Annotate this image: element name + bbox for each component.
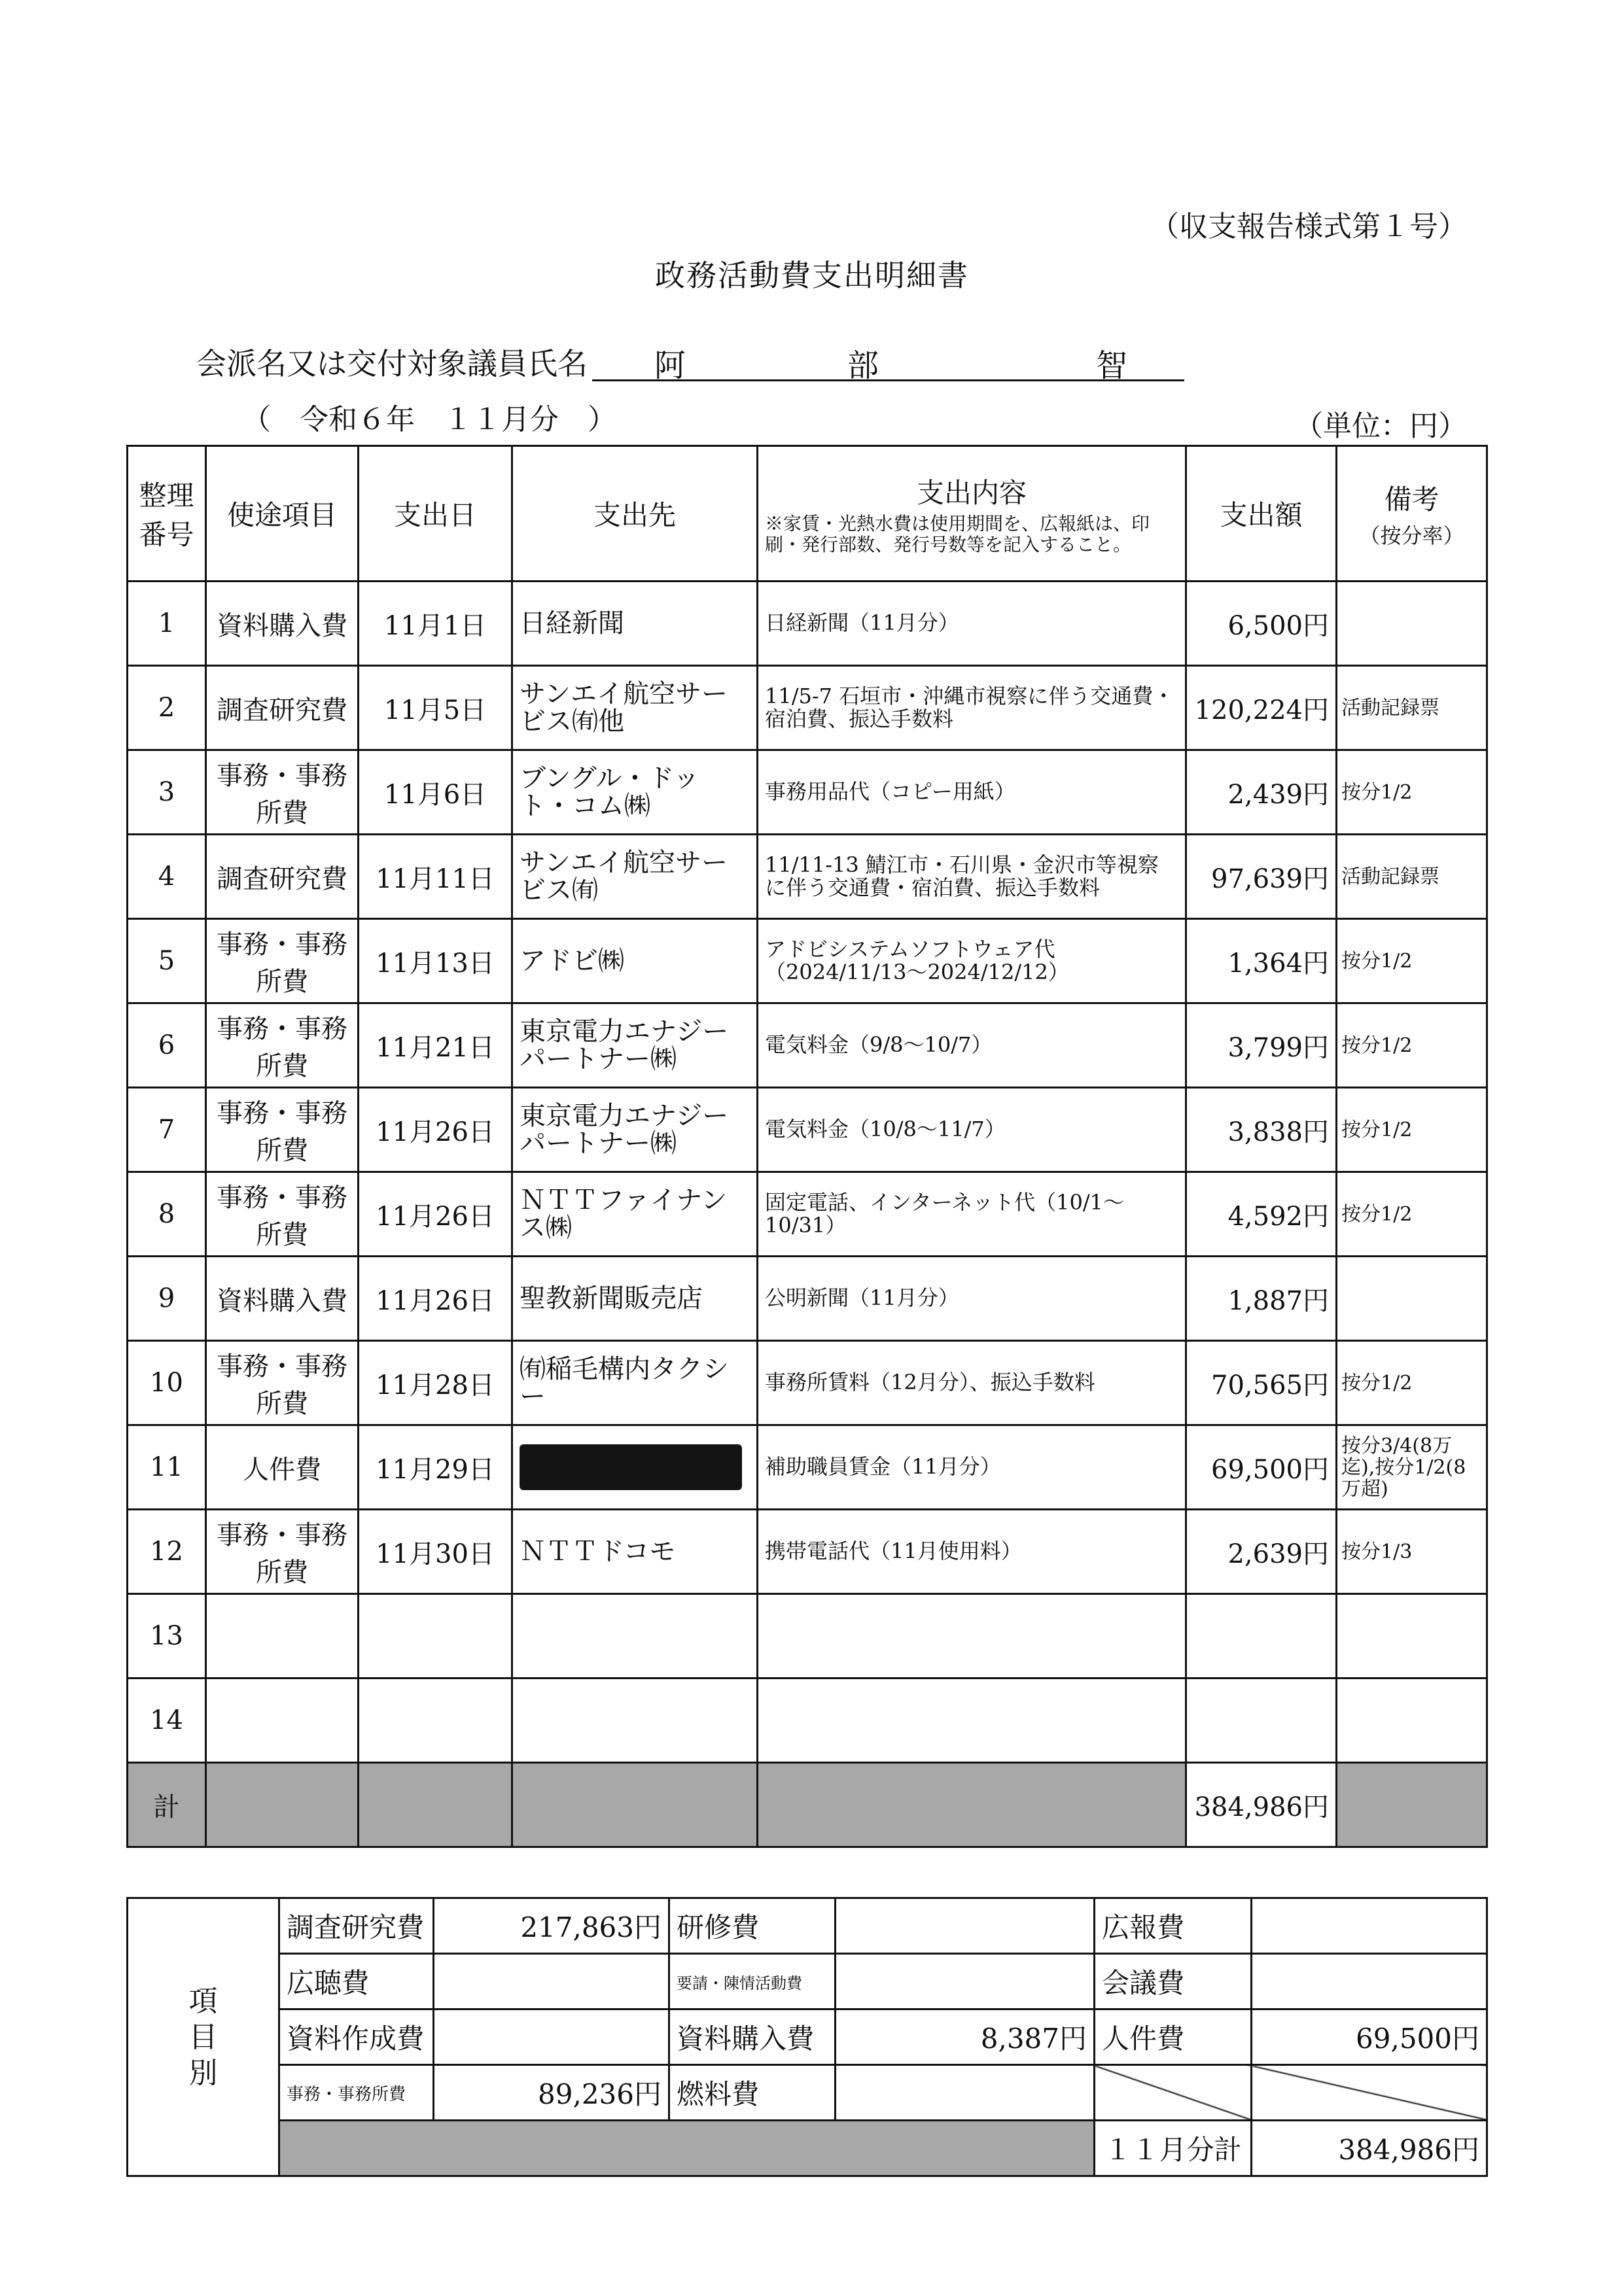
row-destination: ＮＴＴドコモ	[512, 1510, 758, 1594]
row-number: 4	[128, 835, 206, 919]
row-destination: 日経新聞	[512, 582, 758, 666]
row-amount: 2,639円	[1186, 1510, 1337, 1594]
table-row	[128, 582, 1487, 666]
table-row	[128, 1172, 1487, 1257]
row-date: 11月21日	[359, 1003, 512, 1088]
row-amount: 1,364円	[1186, 919, 1337, 1003]
expenditure-table	[126, 445, 1488, 1848]
summary-hearing-value	[434, 1954, 669, 2009]
row-content: 日経新聞（11月分）	[758, 582, 1186, 666]
summary-fuel-label: 燃料費	[669, 2065, 836, 2121]
row-remarks: 按分1/2	[1337, 1341, 1487, 1425]
row-amount	[1186, 1679, 1337, 1763]
table-row	[128, 1425, 1487, 1510]
row-content: 11/5-7 石垣市・沖縄市視察に伴う交通費・宿泊費、振込手数料	[758, 666, 1186, 750]
row-number: 12	[128, 1510, 206, 1594]
report-period: （ 令和６年 １１月分 ）	[242, 403, 616, 436]
table-row	[128, 835, 1487, 919]
table-header-row	[128, 446, 1487, 582]
row-date: 11月26日	[359, 1172, 512, 1257]
row-category: 事務・事務所費	[206, 750, 359, 835]
row-destination: ㈲稲毛構内タクシー	[512, 1341, 758, 1425]
row-amount: 3,838円	[1186, 1088, 1337, 1172]
table-row	[128, 1257, 1487, 1341]
row-category	[206, 1679, 359, 1763]
row-date	[359, 1679, 512, 1763]
row-category: 事務・事務所費	[206, 1341, 359, 1425]
month-total-value: 384,986円	[1252, 2121, 1487, 2176]
table-row	[128, 1594, 1487, 1679]
row-content: 事務用品代（コピー用紙）	[758, 750, 1186, 835]
document-title: 政務活動費支出明細書	[655, 258, 969, 293]
summary-empty-slash	[1095, 2065, 1252, 2121]
row-content: 事務所賃料（12月分）、振込手数料	[758, 1341, 1186, 1425]
row-category: 事務・事務所費	[206, 1172, 359, 1257]
table-row	[128, 1679, 1487, 1763]
row-remarks: 活動記録票	[1337, 666, 1487, 750]
summary-office-value: 89,236円	[434, 2065, 669, 2121]
row-amount: 3,799円	[1186, 1003, 1337, 1088]
row-number: 9	[128, 1257, 206, 1341]
summary-fuel-value	[836, 2065, 1095, 2121]
row-category	[206, 1594, 359, 1679]
row-number: 11	[128, 1425, 206, 1510]
summary-side-label: 項 目 別	[128, 1898, 279, 2176]
summary-materials-making-label: 資料作成費	[279, 2009, 434, 2065]
header-content: 支出内容 ※家賃・光熱水費は使用期間を、広報紙は、印刷・発行部数、発行号数等を記入すること。	[758, 446, 1186, 582]
member-name-char: 阿	[654, 347, 686, 384]
row-number: 6	[128, 1003, 206, 1088]
row-category: 事務・事務所費	[206, 1088, 359, 1172]
row-number: 13	[128, 1594, 206, 1679]
table-row	[128, 1341, 1487, 1425]
currency-unit: （単位：円）	[1294, 409, 1467, 443]
member-name-char: 部	[847, 347, 879, 384]
table-row	[128, 919, 1487, 1003]
row-amount	[1186, 1594, 1337, 1679]
row-category: 調査研究費	[206, 835, 359, 919]
month-total-label: １１月分計	[1095, 2121, 1252, 2176]
row-date: 11月28日	[359, 1341, 512, 1425]
row-category: 事務・事務所費	[206, 1003, 359, 1088]
row-amount: 2,439円	[1186, 750, 1337, 835]
row-category: 資料購入費	[206, 582, 359, 666]
summary-training-label: 研修費	[669, 1898, 836, 1954]
row-date: 11月13日	[359, 919, 512, 1003]
member-name	[592, 340, 1184, 384]
row-content	[758, 1594, 1186, 1679]
row-number: 7	[128, 1088, 206, 1172]
row-content: 11/11-13 鯖江市・石川県・金沢市等視察に伴う交通費・宿泊費、振込手数料	[758, 835, 1186, 919]
member-name-label: 会派名又は交付対象議員氏名	[196, 346, 588, 381]
row-destination: アドビ㈱	[512, 919, 758, 1003]
total-row	[128, 1763, 1487, 1847]
row-content: 固定電話、インターネット代（10/1～10/31）	[758, 1172, 1186, 1257]
row-remarks: 按分1/3	[1337, 1510, 1487, 1594]
row-amount: 1,887円	[1186, 1257, 1337, 1341]
row-destination: サンエイ航空サービス㈲他	[512, 666, 758, 750]
summary-meeting-value	[1252, 1954, 1487, 2009]
row-remarks: 按分1/2	[1337, 1172, 1487, 1257]
category-summary-table	[126, 1897, 1488, 2177]
row-destination	[512, 1594, 758, 1679]
table-row	[128, 750, 1487, 835]
summary-materials-making-value	[434, 2009, 669, 2065]
row-destination: ＮＴＴファイナンス㈱	[512, 1172, 758, 1257]
header-remarks: 備考 （按分率）	[1337, 446, 1487, 582]
row-date: 11月5日	[359, 666, 512, 750]
table-row	[128, 1510, 1487, 1594]
row-destination	[512, 1425, 758, 1510]
summary-materials-purchase-value: 8,387円	[836, 2009, 1095, 2065]
row-content: 電気料金（10/8～11/7）	[758, 1088, 1186, 1172]
row-remarks	[1337, 582, 1487, 666]
row-amount: 70,565円	[1186, 1341, 1337, 1425]
row-category: 事務・事務所費	[206, 1510, 359, 1594]
row-remarks	[1337, 1679, 1487, 1763]
header-no: 整理 番号	[128, 446, 206, 582]
row-number: 10	[128, 1341, 206, 1425]
summary-hearing-label: 広聴費	[279, 1954, 434, 2009]
row-number: 3	[128, 750, 206, 835]
summary-research-value: 217,863円	[434, 1898, 669, 1954]
row-destination: 東京電力エナジーパートナー㈱	[512, 1088, 758, 1172]
total-label: 計	[128, 1763, 206, 1847]
row-date	[359, 1594, 512, 1679]
table-row	[128, 1088, 1487, 1172]
row-content: アドビシステムソフトウェア代（2024/11/13～2024/12/12）	[758, 919, 1186, 1003]
row-number: 1	[128, 582, 206, 666]
row-date: 11月26日	[359, 1088, 512, 1172]
summary-shaded-area	[279, 2121, 1095, 2176]
row-remarks: 按分1/2	[1337, 919, 1487, 1003]
row-number: 14	[128, 1679, 206, 1763]
redacted-block	[520, 1444, 742, 1490]
row-amount: 120,224円	[1186, 666, 1337, 750]
summary-pr-value	[1252, 1898, 1487, 1954]
row-number: 8	[128, 1172, 206, 1257]
row-remarks: 按分1/2	[1337, 750, 1487, 835]
header-category: 使途項目	[206, 446, 359, 582]
summary-pr-label: 広報費	[1095, 1898, 1252, 1954]
row-remarks: 按分1/2	[1337, 1003, 1487, 1088]
summary-empty-slash	[1252, 2065, 1487, 2121]
row-remarks	[1337, 1257, 1487, 1341]
header-destination: 支出先	[512, 446, 758, 582]
summary-training-value	[836, 1898, 1095, 1954]
header-date: 支出日	[359, 446, 512, 582]
row-content: 公明新聞（11月分）	[758, 1257, 1186, 1341]
row-remarks: 按分3/4(8万迄),按分1/2(8万超)	[1337, 1425, 1487, 1510]
row-destination: サンエイ航空サービス㈲	[512, 835, 758, 919]
row-category: 事務・事務所費	[206, 919, 359, 1003]
row-date: 11月11日	[359, 835, 512, 919]
table-row	[128, 666, 1487, 750]
row-date: 11月26日	[359, 1257, 512, 1341]
row-date: 11月6日	[359, 750, 512, 835]
form-number: （収支報告様式第１号）	[1150, 210, 1467, 243]
summary-personnel-label: 人件費	[1095, 2009, 1252, 2065]
table-body	[128, 582, 1487, 1763]
row-amount: 97,639円	[1186, 835, 1337, 919]
member-name-char: 智	[1096, 347, 1128, 384]
row-date: 11月1日	[359, 582, 512, 666]
row-content: 電気料金（9/8～10/7）	[758, 1003, 1186, 1088]
summary-meeting-label: 会議費	[1095, 1954, 1252, 2009]
row-remarks: 按分1/2	[1337, 1088, 1487, 1172]
row-date: 11月30日	[359, 1510, 512, 1594]
row-amount: 6,500円	[1186, 582, 1337, 666]
summary-materials-purchase-label: 資料購入費	[669, 2009, 836, 2065]
row-date: 11月29日	[359, 1425, 512, 1510]
row-amount: 4,592円	[1186, 1172, 1337, 1257]
summary-petition-label: 要請・陳情活動費	[669, 1954, 836, 2009]
row-content: 補助職員賃金（11月分）	[758, 1425, 1186, 1510]
row-remarks	[1337, 1594, 1487, 1679]
summary-petition-value	[836, 1954, 1095, 2009]
row-destination	[512, 1679, 758, 1763]
row-amount: 69,500円	[1186, 1425, 1337, 1510]
summary-research-label: 調査研究費	[279, 1898, 434, 1954]
summary-office-label: 事務・事務所費	[279, 2065, 434, 2121]
row-remarks: 活動記録票	[1337, 835, 1487, 919]
row-content	[758, 1679, 1186, 1763]
summary-personnel-value: 69,500円	[1252, 2009, 1487, 2065]
row-category: 人件費	[206, 1425, 359, 1510]
row-category: 資料購入費	[206, 1257, 359, 1341]
row-category: 調査研究費	[206, 666, 359, 750]
header-amount: 支出額	[1186, 446, 1337, 582]
row-destination: ブングル・ドット・コム㈱	[512, 750, 758, 835]
table-row	[128, 1003, 1487, 1088]
row-destination: 聖教新聞販売店	[512, 1257, 758, 1341]
row-number: 5	[128, 919, 206, 1003]
row-number: 2	[128, 666, 206, 750]
total-amount: 384,986円	[1186, 1763, 1337, 1847]
row-content: 携帯電話代（11月使用料）	[758, 1510, 1186, 1594]
row-destination: 東京電力エナジーパートナー㈱	[512, 1003, 758, 1088]
